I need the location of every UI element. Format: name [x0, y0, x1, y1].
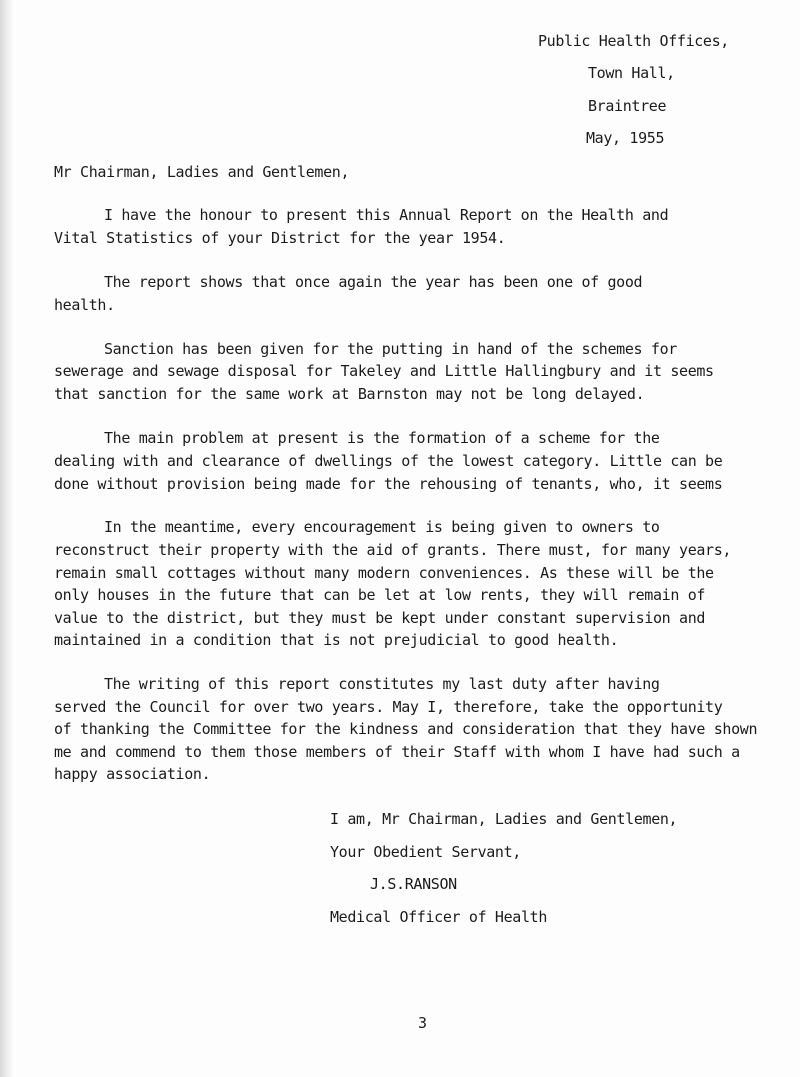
paragraph-5-line-1: In the meantime, every encouragement is being given to owners to: [104, 518, 660, 536]
paragraph-3-line-2: sewerage and sewage disposal for Takeley and Little Hallingbury and it seems: [54, 362, 714, 380]
paragraph-5-line-6: maintained in a condition that is not prejudicial to good health.: [54, 631, 619, 649]
signatory-title: Medical Officer of Health: [330, 908, 548, 926]
paragraph-5-line-3: remain small cottages without many modern conveniences. As these will be the: [54, 564, 714, 582]
paragraph-1-line-2: Vital Statistics of your District for the year 1954.: [54, 229, 506, 247]
address-line-2: Town Hall,: [588, 64, 675, 82]
paragraph-5-line-4: only houses in the future that can be let at low rents, they will remain of: [54, 586, 706, 604]
paragraph-4-line-2: dealing with and clearance of dwellings of the lowest category. Little can be: [54, 452, 723, 470]
paragraph-4-line-1: The main problem at present is the formation of a scheme for the: [104, 429, 660, 447]
address-line-1: Public Health Offices,: [538, 32, 729, 50]
letter-date: May, 1955: [586, 129, 665, 147]
paragraph-2-line-1: The report shows that once again the year has been one of good: [104, 273, 643, 291]
paragraph-6-line-4: me and commend to them those members of their Staff with whom I have had such a: [54, 743, 740, 761]
closing-line: I am, Mr Chairman, Ladies and Gentlemen,: [330, 810, 678, 828]
paragraph-1-line-1: I have the honour to present this Annual Report on the Health and: [104, 206, 669, 224]
paragraph-3-line-3: that sanction for the same work at Barnston may not be long delayed.: [54, 385, 645, 403]
paragraph-3-line-1: Sanction has been given for the putting in hand of the schemes for: [104, 340, 677, 358]
address-line-3: Braintree: [588, 97, 667, 115]
signatory-name: J.S.RANSON: [370, 875, 457, 893]
salutation: Mr Chairman, Ladies and Gentlemen,: [54, 163, 350, 181]
page-number: 3: [418, 1014, 427, 1032]
scan-shadow: [0, 0, 14, 1077]
paragraph-6-line-1: The writing of this report constitutes my last duty after having: [104, 675, 660, 693]
paragraph-4-line-3: done without provision being made for the rehousing of tenants, who, it seems: [54, 475, 723, 493]
paragraph-5-line-5: value to the district, but they must be kept under constant supervision and: [54, 609, 706, 627]
paragraph-6-line-3: of thanking the Committee for the kindness and consideration that they have shown: [54, 720, 758, 738]
paragraph-6-line-5: happy association.: [54, 765, 211, 783]
closing-servant: Your Obedient Servant,: [330, 843, 521, 861]
paragraph-6-line-2: served the Council for over two years. May I, therefore, take the opportunity: [54, 698, 723, 716]
paragraph-5-line-2: reconstruct their property with the aid of grants. There must, for many years,: [54, 541, 732, 559]
paragraph-2-line-2: health.: [54, 296, 115, 314]
